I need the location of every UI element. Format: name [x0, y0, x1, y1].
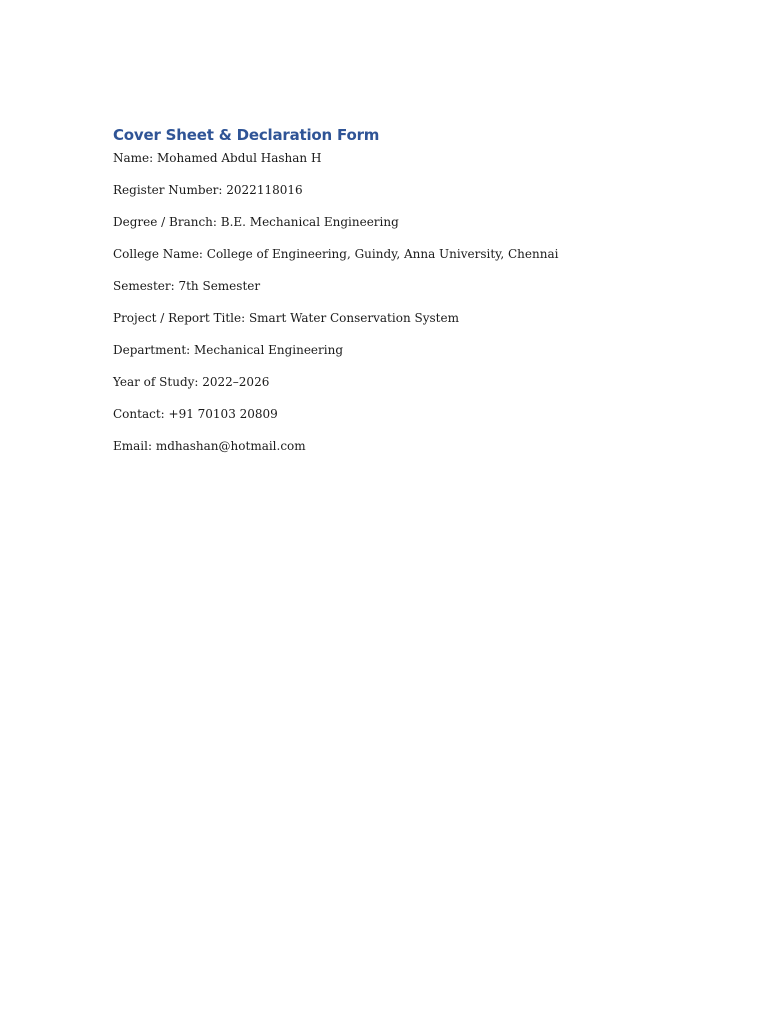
- field-department: Department: Mechanical Engineering: [113, 343, 344, 357]
- field-contact: Contact: +91 70103 20809: [113, 407, 278, 421]
- field-register-number: Register Number: 2022118016: [113, 183, 303, 197]
- field-college-name: College Name: College of Engineering, Guindy, Anna University, Chennai: [113, 247, 559, 261]
- field-semester: Semester: 7th Semester: [113, 279, 261, 293]
- field-degree-branch: Degree / Branch: B.E. Mechanical Engineering: [113, 215, 399, 229]
- field-project-title: Project / Report Title: Smart Water Conservation System: [113, 311, 459, 325]
- document-body: [113, 124, 673, 454]
- field-year-of-study: Year of Study: 2022–2026: [113, 375, 270, 389]
- field-email: Email: mdhashan@hotmail.com: [113, 439, 306, 453]
- field-name: Name: Mohamed Abdul Hashan H: [113, 151, 322, 165]
- document-heading: Cover Sheet & Declaration Form: [113, 126, 380, 144]
